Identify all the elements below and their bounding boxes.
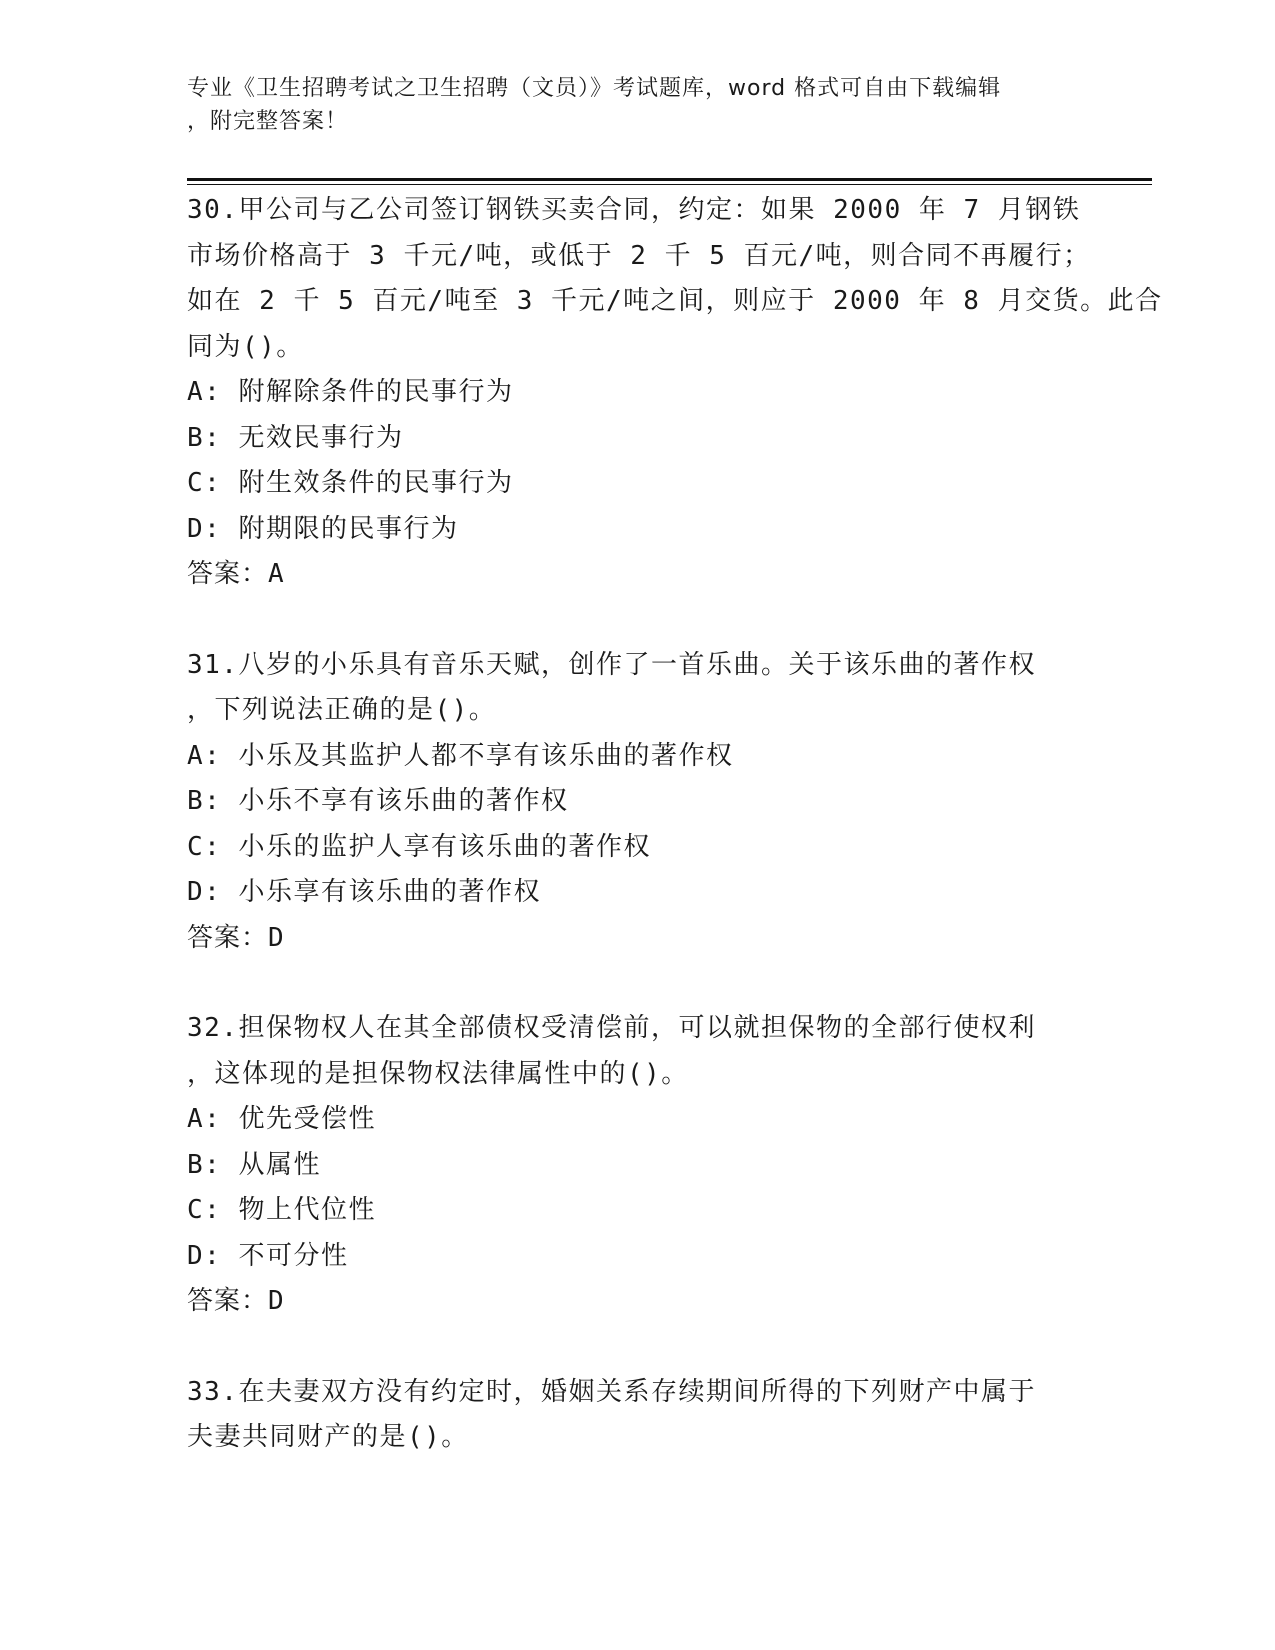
- question-text: [187, 188, 1163, 370]
- option-a: A: 优先受偿性: [187, 1104, 376, 1134]
- option-b: B: 小乐不享有该乐曲的著作权: [187, 786, 569, 816]
- option-c: C: 物上代位性: [187, 1195, 376, 1225]
- question-list: [187, 188, 1163, 1506]
- option-d: D: 附期限的民事行为: [187, 513, 459, 544]
- option-b: B: 无效民事行为: [187, 422, 404, 453]
- answer-line: [187, 916, 1147, 962]
- question-32: [187, 1006, 1147, 1325]
- question-line: 31.八岁的小乐具有音乐天赋，创作了一首乐曲。关于该乐曲的著作权: [187, 649, 1036, 680]
- question-33: [187, 1370, 1147, 1461]
- option-c: C: 小乐的监护人享有该乐曲的著作权: [187, 831, 651, 862]
- document-header: [187, 72, 1087, 138]
- option-b: B: 从属性: [187, 1149, 321, 1180]
- option-c: C: 附生效条件的民事行为: [187, 468, 514, 498]
- question-line: 同为()。: [187, 331, 304, 362]
- answer-line: [187, 552, 1147, 598]
- header-divider-thick: [187, 178, 1152, 181]
- question-line: ，下列说法正确的是()。: [187, 695, 497, 725]
- answer-label: 答案：: [187, 559, 269, 589]
- header-divider-thin: [187, 184, 1152, 185]
- question-line: 32.担保物权人在其全部债权受清偿前，可以就担保物的全部行使权利: [187, 1013, 1036, 1043]
- question-text: [187, 643, 1147, 734]
- question-line: 市场价格高于 3 千元/吨，或低于 2 千 5 百元/吨，则合同不再履行；: [187, 240, 1091, 271]
- answer-label: 答案：: [187, 1286, 269, 1316]
- question-text: [187, 1370, 1147, 1461]
- question-line: 夫妻共同财产的是()。: [187, 1422, 469, 1452]
- option-a: A: 附解除条件的民事行为: [187, 377, 514, 407]
- question-30: [187, 188, 1163, 598]
- option-a: A: 小乐及其监护人都不享有该乐曲的著作权: [187, 740, 734, 771]
- answer-line: [187, 1279, 1147, 1325]
- option-d: D: 小乐享有该乐曲的著作权: [187, 877, 541, 907]
- answer-value: A: [268, 559, 285, 589]
- question-text: [187, 1006, 1147, 1097]
- question-31: [187, 643, 1147, 962]
- answer-label: 答案：: [187, 922, 269, 953]
- question-line: 如在 2 千 5 百元/吨至 3 千元/吨之间，则应于 2000 年 8 月交货。此合: [187, 286, 1163, 316]
- question-line: 30.甲公司与乙公司签订钢铁买卖合同，约定：如果 2000 年 7 月钢铁: [187, 195, 1081, 225]
- header-line-2: ，附完整答案！: [187, 109, 349, 134]
- answer-value: D: [268, 1286, 285, 1316]
- question-line: ，这体现的是担保物权法律属性中的()。: [187, 1058, 689, 1089]
- answer-value: D: [268, 922, 285, 953]
- option-d: D: 不可分性: [187, 1240, 349, 1271]
- header-line-1: 专业《卫生招聘考试之卫生招聘（文员）》考试题库，word 格式可自由下载编辑: [187, 76, 1002, 101]
- question-line: 33.在夫妻双方没有约定时，婚姻关系存续期间所得的下列财产中属于: [187, 1376, 1036, 1407]
